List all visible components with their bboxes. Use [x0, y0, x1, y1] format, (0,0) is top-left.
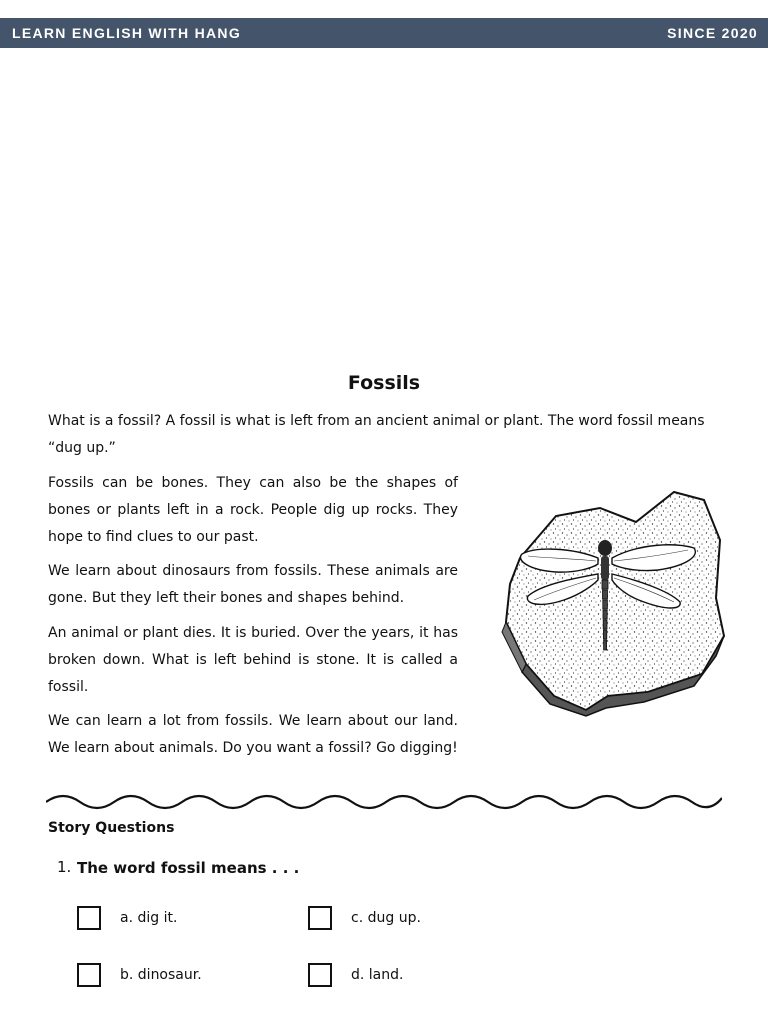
question-number: 1. [57, 858, 72, 876]
question-text: The word fossil means . . . [77, 859, 300, 877]
paragraph-bones: Fossils can be bones. They can also be the shapes of bones or plants left in a rock. People dig up rocks. They hope to find clues to our past. [48, 475, 458, 545]
paragraph-dinosaurs: We learn about dinosaurs from fossils. These animals are gone. But they left their bones and shapes behind. [48, 563, 458, 606]
checkbox-icon[interactable] [77, 906, 101, 930]
option-d-label: d. land. [351, 967, 404, 983]
checkbox-icon[interactable] [308, 963, 332, 987]
paragraph-intro: What is a fossil? A fossil is what is left from an ancient animal or plant. The word fossil means “dug up.” [48, 413, 705, 456]
dragonfly-fossil-illustration [498, 486, 730, 718]
checkbox-icon[interactable] [77, 963, 101, 987]
option-b[interactable] [77, 963, 202, 987]
option-c-label: c. dug up. [351, 910, 421, 926]
header-since: SINCE 2020 [667, 25, 758, 41]
option-a-label: a. dig it. [120, 910, 178, 926]
paragraph-learn: We can learn a lot from fossils. We learn about our land. We learn about animals. Do you want a fossil? Go digging! [48, 713, 458, 756]
option-d[interactable] [308, 963, 403, 987]
option-c[interactable] [308, 906, 421, 930]
header-banner [0, 18, 768, 48]
header-brand: LEARN ENGLISH WITH HANG [12, 25, 242, 41]
option-a[interactable] [77, 906, 177, 930]
option-b-label: b. dinosaur. [120, 967, 202, 983]
page-title: Fossils [347, 372, 421, 394]
story-questions-heading: Story Questions [48, 820, 175, 836]
wavy-divider [46, 790, 722, 814]
paragraph-buried: An animal or plant dies. It is buried. Over the years, it has broken down. What is left behind is stone. It is called a fossil. [48, 625, 458, 695]
checkbox-icon[interactable] [308, 906, 332, 930]
